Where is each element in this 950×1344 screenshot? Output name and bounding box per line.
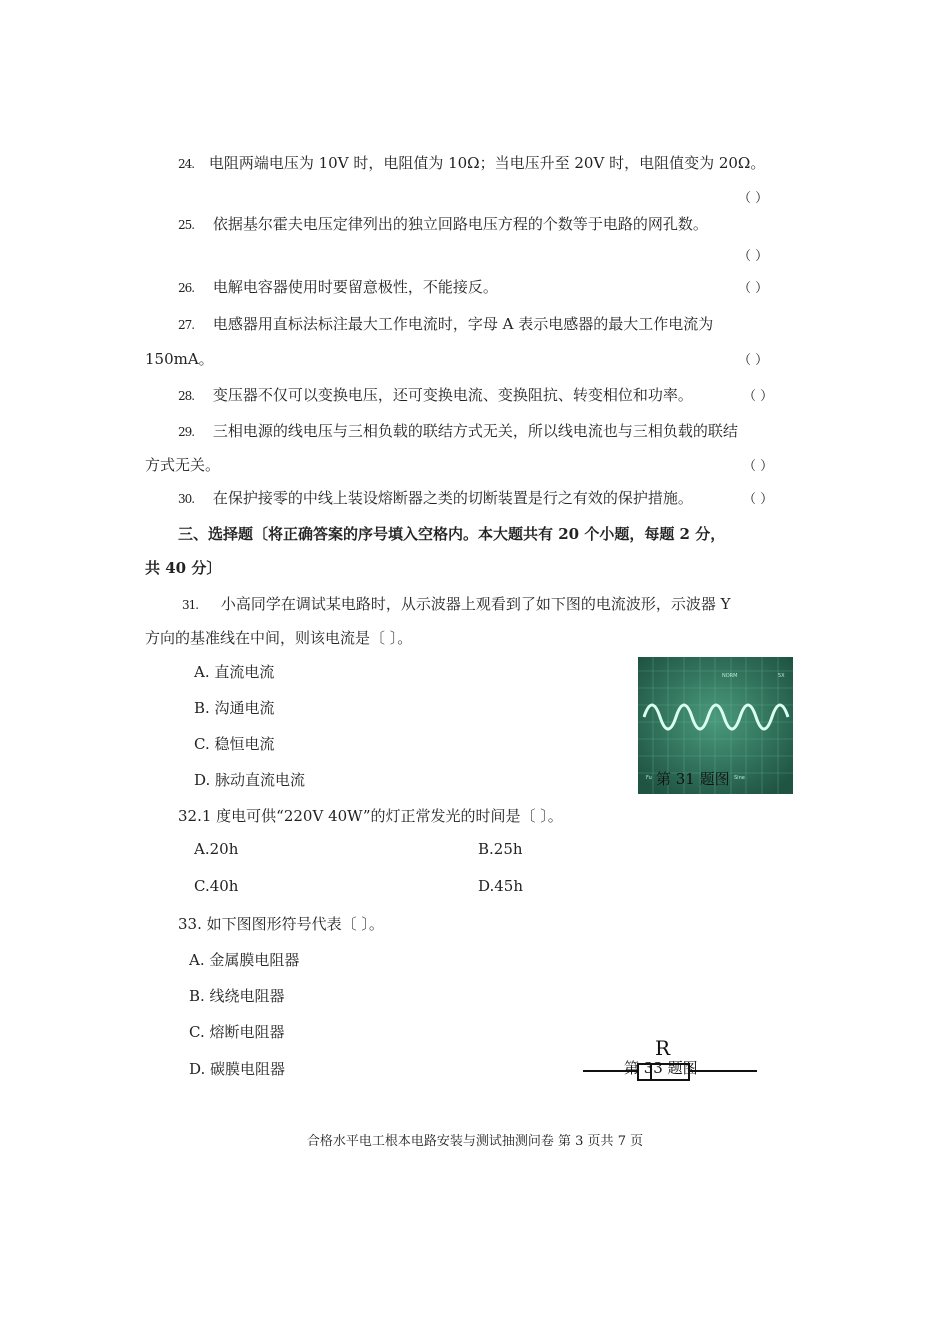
question-continuation: 方式无关。 <box>145 456 221 474</box>
answer-bracket: （ ） <box>738 191 769 206</box>
option-a: A. 金属膜电阻器 <box>189 951 300 969</box>
answer-bracket: （ ） <box>738 249 769 264</box>
question-text: 依据基尔霍夫电压定律列出的独立回路电压方程的个数等于电路的网孔数。 <box>212 215 708 233</box>
screen-label: NORM <box>722 673 738 679</box>
question-text: 电解电容器使用时要留意极性，不能接反。 <box>212 278 498 296</box>
option-c: C. 稳恒电流 <box>194 735 275 753</box>
option-b: B.25h <box>478 840 523 858</box>
answer-bracket: （ ） <box>743 492 774 507</box>
question-text: 电感器用直标法标注最大工作电流时，字母 A 表示电感器的最大工作电流为 <box>212 315 714 333</box>
question-31 <box>182 593 731 614</box>
screen-label: Sine <box>734 775 745 781</box>
option-c: C. 熔断电阻器 <box>189 1023 285 1041</box>
question-28 <box>178 384 693 405</box>
question-24 <box>178 152 765 173</box>
answer-bracket: （ ） <box>743 389 774 404</box>
option-c: C.40h <box>194 877 239 895</box>
question-29 <box>178 420 738 441</box>
question-continuation: 150mA。 <box>145 350 214 368</box>
question-30 <box>178 487 693 508</box>
option-d: D. 碳膜电阻器 <box>189 1060 286 1078</box>
option-d: D. 脉动直流电流 <box>194 771 306 789</box>
question-25 <box>178 213 708 234</box>
question-number: 28. <box>178 389 195 403</box>
question-number: 24. <box>178 157 195 171</box>
question-text: 变压器不仅可以变换电压，还可变换电流、变换阻抗、转变相位和功率。 <box>212 386 693 404</box>
question-number: 27. <box>178 318 195 332</box>
answer-bracket: （ ） <box>743 459 774 474</box>
question-text: 电阻两端电压为 10V 时，电阻值为 10Ω；当电压升至 20V 时，电阻值变为 20Ω。 <box>208 154 766 172</box>
question-27 <box>178 313 713 334</box>
resistor-label: R <box>655 1036 671 1060</box>
question-number: 29. <box>178 425 195 439</box>
option-a: A. 直流电流 <box>194 663 275 681</box>
question-number: 31. <box>182 598 199 612</box>
figure-caption: 第 33 题图 <box>624 1059 698 1077</box>
question-32: 32.1 度电可供“220V 40W”的灯正常发光的时间是〔 〕。 <box>178 807 563 825</box>
answer-bracket: （ ） <box>738 281 769 296</box>
question-text: 小高同学在调试某电路时，从示波器上观看到了如下图的电流波形，示波器 Y <box>220 595 731 613</box>
question-number: 30. <box>178 492 195 506</box>
section-heading-continuation: 共 40 分〕 <box>145 559 222 577</box>
question-26 <box>178 276 498 297</box>
question-number: 25. <box>178 218 195 232</box>
question-number: 26. <box>178 281 195 295</box>
question-text: 在保护接零的中线上装设熔断器之类的切断装置是行之有效的保护措施。 <box>212 489 693 507</box>
section-heading: 三、选择题〔将正确答案的序号填入空格内。本大题共有 20 个小题，每题 2 分， <box>178 525 726 543</box>
option-a: A.20h <box>194 840 239 858</box>
question-continuation: 方向的基准线在中间，则该电流是〔 〕。 <box>145 629 413 647</box>
answer-bracket: （ ） <box>738 353 769 368</box>
option-b: B. 沟通电流 <box>194 699 275 717</box>
option-b: B. 线绕电阻器 <box>189 987 285 1005</box>
option-d: D.45h <box>478 877 524 895</box>
screen-label: Fu <box>646 775 652 781</box>
page-footer: 合格水平电工根本电路安装与测试抽测问卷 第 3 页共 7 页 <box>306 1134 644 1149</box>
screen-label: 5X <box>778 673 785 679</box>
question-33: 33. 如下图图形符号代表〔 〕。 <box>178 915 384 933</box>
figure-caption: 第 31 题图 <box>656 770 730 788</box>
question-text: 三相电源的线电压与三相负载的联结方式无关，所以线电流也与三相负载的联结 <box>212 422 738 440</box>
